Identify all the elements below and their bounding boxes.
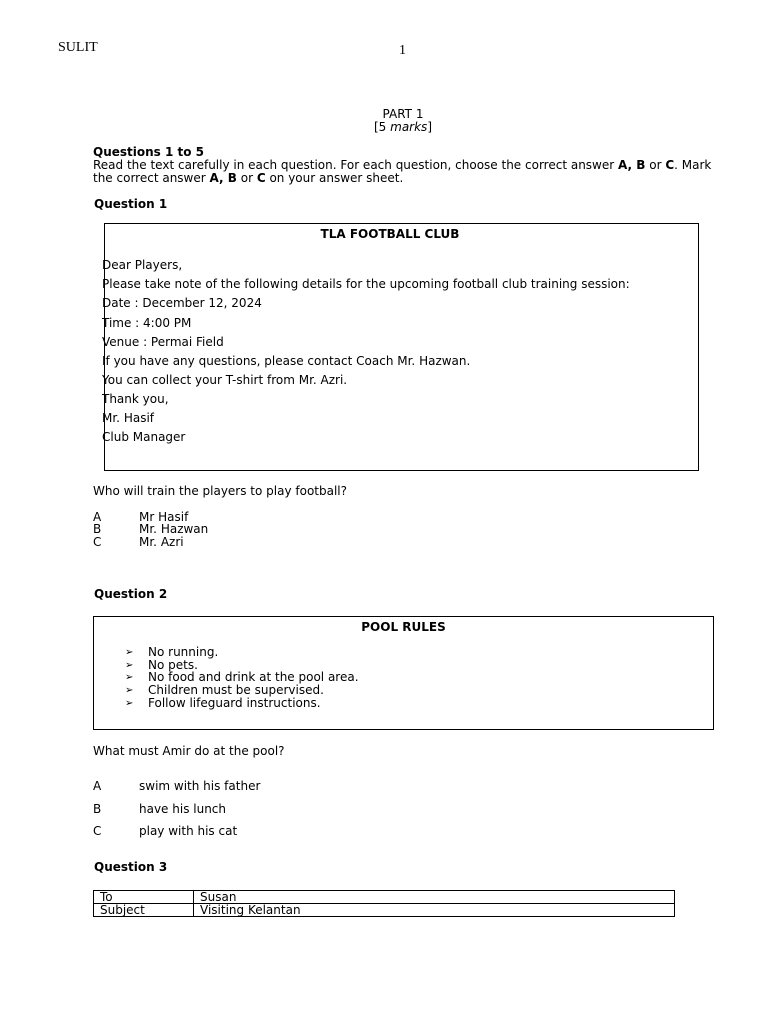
option-text: play with his cat (139, 824, 238, 838)
option-letter: A (93, 510, 102, 524)
option-letter: C (93, 535, 102, 549)
notice-line: Please take note of the following details for the upcoming football club training session: (102, 277, 630, 291)
page-number: 1 (399, 43, 406, 58)
instruction-line-1: Read the text carefully in each question. For each question, choose the correct answer A, B or C. Mark (93, 158, 712, 172)
instruction-line-2: the correct answer A, B or C on your answer sheet. (93, 171, 404, 185)
bullet-arrow-icon: ➢ (125, 647, 134, 658)
notice-line: Time : 4:00 PM (102, 316, 192, 330)
notice-line: You can collect your T-shirt from Mr. Azri. (102, 373, 348, 387)
question-1-heading: Question 1 (94, 197, 168, 211)
bullet-arrow-icon: ➢ (125, 698, 134, 709)
notice-line: Date : December 12, 2024 (102, 296, 262, 310)
table-row (94, 904, 675, 917)
notice-line: Dear Players, (102, 258, 183, 272)
notice-line: Thank you, (102, 392, 169, 406)
questions-range-heading: Questions 1 to 5 (93, 145, 205, 159)
pool-rule: No food and drink at the pool area. (148, 670, 359, 684)
table-row (94, 891, 675, 904)
option-text: Mr Hasif (139, 510, 189, 524)
question-2-prompt: What must Amir do at the pool? (93, 744, 285, 758)
bullet-arrow-icon: ➢ (125, 672, 134, 683)
email-header-table (93, 890, 675, 917)
question-2-heading: Question 2 (94, 587, 168, 601)
notice-line: Venue : Permai Field (102, 335, 224, 349)
part-title: PART 1 (382, 107, 424, 121)
notice-line: Mr. Hasif (102, 411, 155, 425)
pool-rules-title: POOL RULES (361, 620, 446, 634)
option-letter: B (93, 802, 102, 816)
question-1-prompt: Who will train the players to play football? (93, 484, 348, 498)
table-value: Susan (194, 891, 675, 904)
header-label: SULIT (58, 40, 98, 55)
football-notice-title: TLA FOOTBALL CLUB (320, 227, 460, 241)
option-letter: C (93, 824, 102, 838)
bullet-arrow-icon: ➢ (125, 685, 134, 696)
notice-line: Club Manager (102, 430, 186, 444)
option-text: Mr. Hazwan (139, 522, 209, 536)
pool-rule: Children must be supervised. (148, 683, 324, 697)
bullet-arrow-icon: ➢ (125, 660, 134, 671)
part-marks: [5 marks] (373, 120, 432, 134)
question-3-heading: Question 3 (94, 860, 168, 874)
option-letter: B (93, 522, 102, 536)
table-key: Subject (94, 904, 194, 917)
notice-line: If you have any questions, please contact Coach Mr. Hazwan. (102, 354, 471, 368)
option-text: Mr. Azri (139, 535, 184, 549)
option-text: swim with his father (139, 779, 261, 793)
pool-rule: No pets. (148, 658, 198, 672)
option-text: have his lunch (139, 802, 227, 816)
table-key: To (94, 891, 194, 904)
option-letter: A (93, 779, 102, 793)
pool-rule: No running. (148, 645, 219, 659)
table-value: Visiting Kelantan (194, 904, 675, 917)
pool-rule: Follow lifeguard instructions. (148, 696, 321, 710)
